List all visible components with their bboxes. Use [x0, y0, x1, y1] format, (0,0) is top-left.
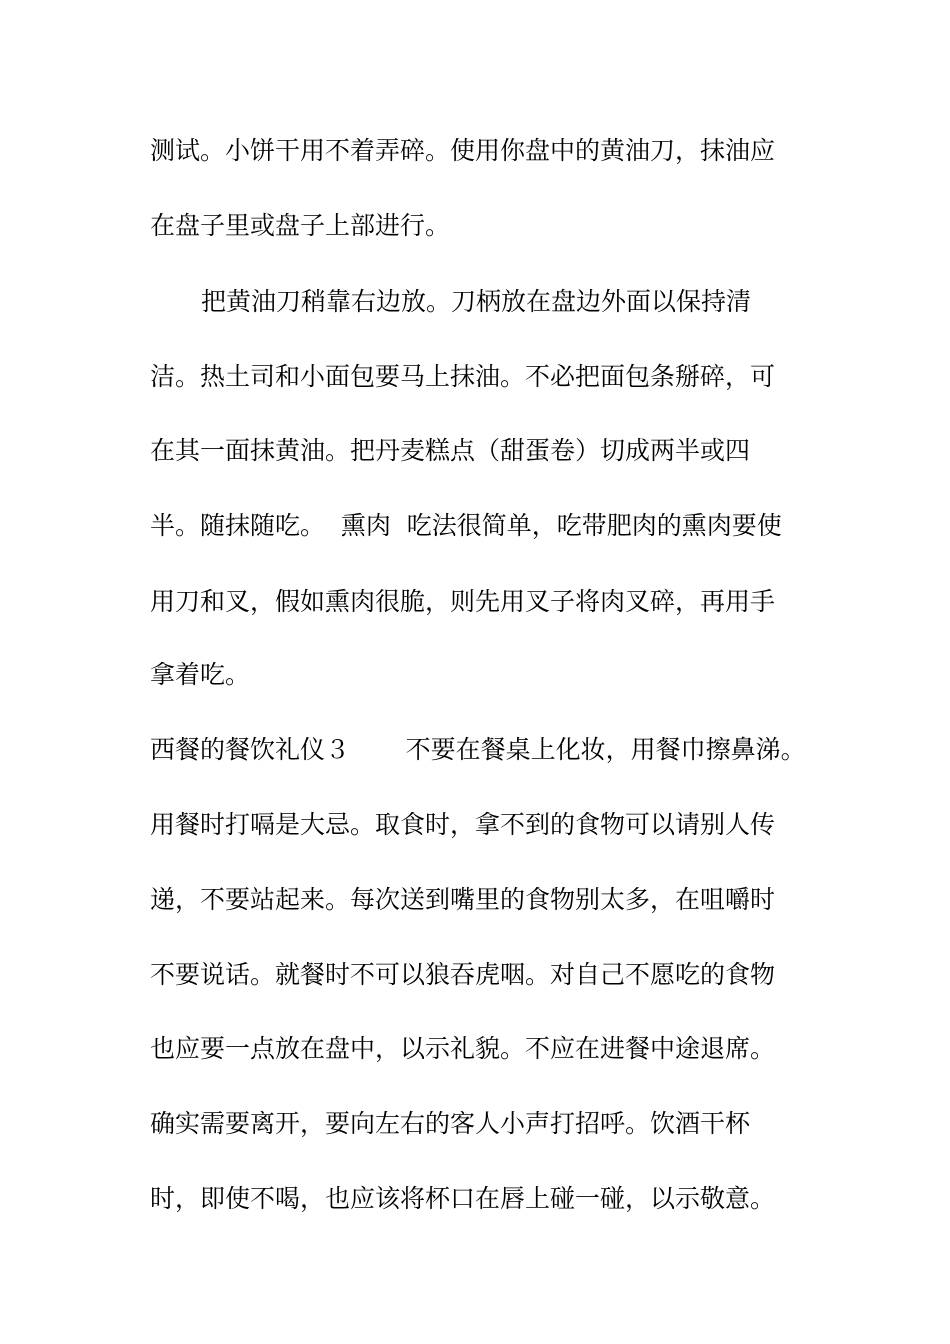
- text-line: 在盘子里或盘子上部进行。: [150, 211, 451, 240]
- text-line: 也应要一点放在盘中，以示礼貌。不应在进餐中途退席。: [150, 1034, 776, 1063]
- text-line: 不要说话。就餐时不可以狼吞虎咽。对自己不愿吃的食物: [150, 960, 776, 989]
- text-line: 在其一面抹黄油。把丹麦糕点（甜蛋卷）切成两半或四: [150, 436, 751, 465]
- text-line: 半。随抹随吃。 熏肉 吃法很简单，吃带肥肉的熏肉要使: [150, 511, 782, 540]
- text-line: 用刀和叉，假如熏肉很脆，则先用叉子将肉叉碎，再用手: [150, 587, 776, 616]
- text-line: 确实需要离开，要向左右的客人小声打招呼。饮酒干杯: [150, 1109, 751, 1138]
- text-line: 时，即使不喝，也应该将杯口在唇上碰一碰，以示敬意。: [150, 1184, 776, 1213]
- text-line: 测试。小饼干用不着弄碎。使用你盘中的黄油刀，抹油应: [150, 136, 776, 165]
- section-heading-line: 西餐的餐饮礼仪３ 不要在餐桌上化妆，用餐巾擦鼻涕。: [150, 735, 806, 764]
- text-line: 用餐时打嗝是大忌。取食时，拿不到的食物可以请别人传: [150, 810, 776, 839]
- text-line: 拿着吃。: [150, 660, 251, 689]
- text-line: 递，不要站起来。每次送到嘴里的食物别太多，在咀嚼时: [150, 885, 776, 914]
- paragraph-start-line: 把黄油刀稍靠右边放。刀柄放在盘边外面以保持清: [201, 287, 752, 316]
- text-line: 洁。热土司和小面包要马上抹油。不必把面包条掰碎，可: [150, 362, 776, 391]
